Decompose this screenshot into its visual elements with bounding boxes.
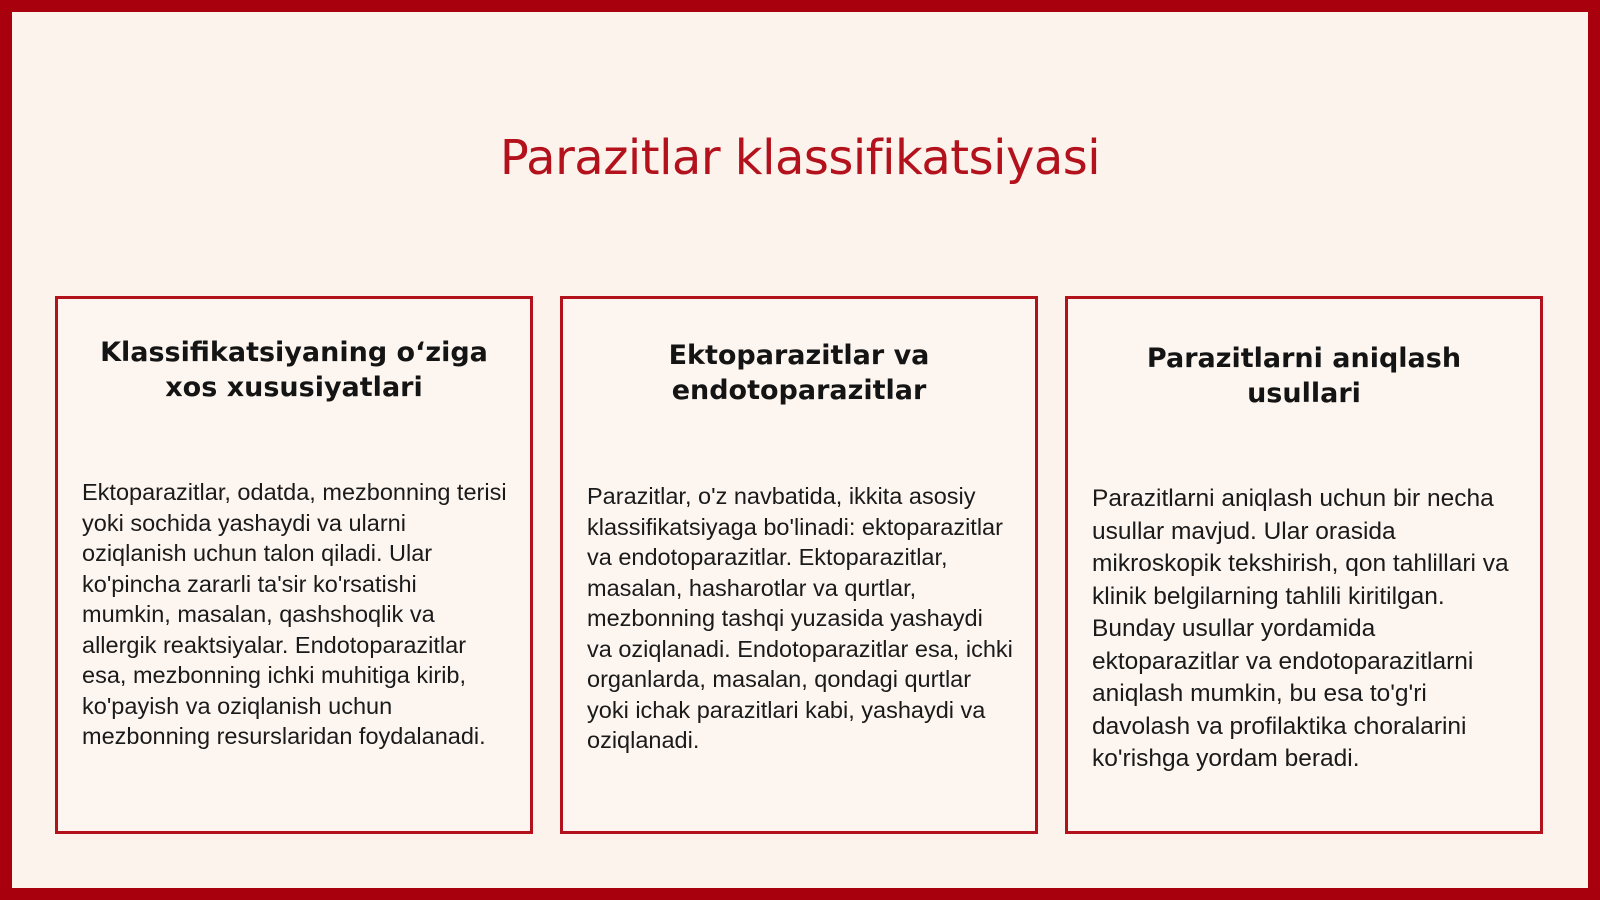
card-body-text: Parazitlar, o'z navbatida, ikkita asosiy klassifikatsiyaga bo'linadi: ektoparazitlar va endotoparazitlar. Ektoparazitlar, masalan, hasharotlar va qurtlar, mezbonning tashqi yuzasida yashaydi va oziqlanadi. Endotoparazitlar esa, ichki organlarda, masalan, qondagi qurtlar yoki ichak parazitlari kabi, yashaydi va oziqlanadi. (587, 483, 1013, 753)
card-body-text: Parazitlarni aniqlash uchun bir necha usullar mavjud. Ular orasida mikroskopik tekshirish, qon tahlillari va klinik belgilarning tahlili kiritilgan. Bunday usullar yordamida ektoparazitlar va endotoparazitlarni aniqlash mumkin, bu esa to'g'ri davolash va profilaktika choralarini ko'rishga yordam beradi. (1092, 485, 1509, 772)
slide-title: Parazitlar klassifikatsiyasi (499, 130, 1101, 186)
card-heading: Ektoparazitlar va endotoparazitlar (668, 340, 930, 406)
card-body-text: Ektoparazitlar, odatda, mezbonning terisi yoki sochida yashaydi va ularni oziqlanish uchun talon qiladi. Ular ko'pincha zararli ta'sir ko'rsatishi mumkin, masalan, qashshoqlik va allergik reaktsiyalar. Endotoparazitlar esa, mezbonning ichki muhitiga kirib, ko'payish va oziqlanish uchun mezbonning resurslaridan foydalanadi. (82, 479, 507, 749)
card-heading: Parazitlarni aniqlash usullari (1146, 343, 1462, 409)
card-detection-methods (1065, 296, 1543, 834)
slide (12, 12, 1588, 888)
card-heading: Klassifikatsiyaning o‘ziga xos xususiyatlari (100, 337, 488, 403)
card-ecto-endo (560, 296, 1038, 834)
card-features (55, 296, 533, 834)
